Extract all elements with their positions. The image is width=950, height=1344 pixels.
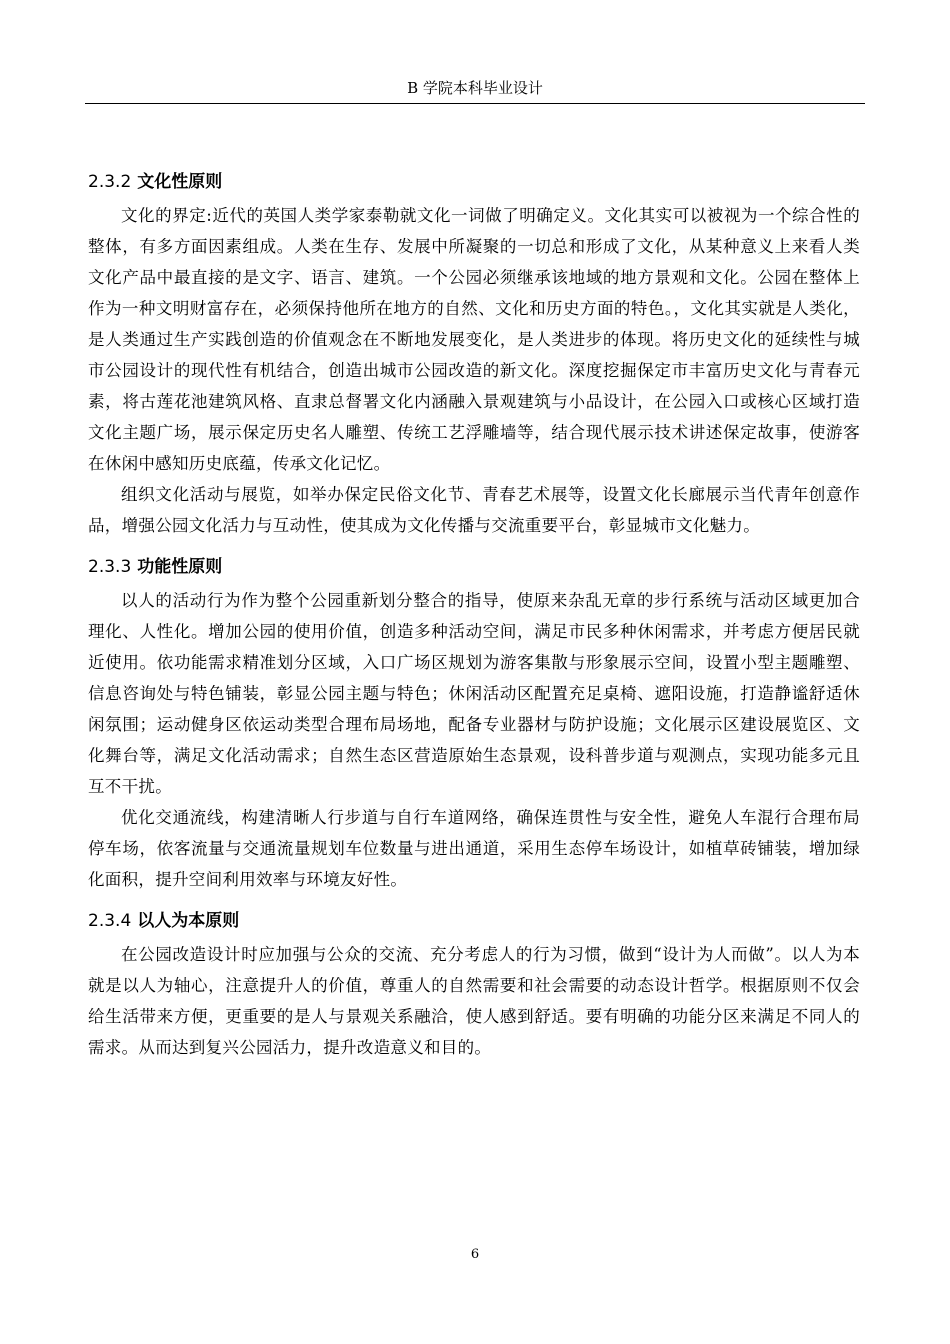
section-heading [88,551,860,585]
paragraph: 文化的界定:近代的英国人类学家泰勒就文化一词做了明确定义。文化其实可以被视为一个综合性的整体，有多方面因素组成。人类在生存、发展中所凝聚的一切总和形成了文化，从某种意义上来看人类文化产品中最直接的是文字、语言、建筑。一个公园必须继承该地域的地方景观和文化。公园在整体上作为一种文明财富存在，必须保持他所在地方的自然、文化和历史方面的特色。，文化其实就是人类化，是人类通过生产实践创造的价值观念在不断地发展变化，是人类进步的体现。将历史文化的延续性与城市公园设计的现代性有机结合，创造出城市公园改造的新文化。深度挖掘保定市丰富历史文化与青春元素，将古莲花池建筑风格、直隶总督署文化内涵融入景观建筑与小品设计，在公园入口或核心区域打造文化主题广场，展示保定历史名人雕塑、传统工艺浮雕墙等，结合现代展示技术讲述保定故事，使游客在休闲中感知历史底蕴，传承文化记忆。 [88,206,860,473]
section-heading [88,905,860,939]
section-title: 以人为本原则 [137,911,240,931]
document-body [88,166,860,1063]
section-title: 功能性原则 [137,557,223,577]
section-number: 2.3.4 [88,911,132,931]
section-2-3-2 [88,166,860,541]
page-header [85,79,865,104]
section-heading [88,166,860,200]
header-title: B 学院本科毕业设计 [407,79,543,97]
paragraph: 以人的活动行为作为整个公园重新划分整合的指导，使原来杂乱无章的步行系统与活动区域更加合理化、人性化。增加公园的使用价值，创造多种活动空间，满足市民多种休闲需求，并考虑方便居民就近使用。依功能需求精准划分区域，入口广场区规划为游客集散与形象展示空间，设置小型主题雕塑、信息咨询处与特色铺装，彰显公园主题与特色；休闲活动区配置充足桌椅、遮阳设施，打造静谧舒适休闲氛围；运动健身区依运动类型合理布局场地，配备专业器材与防护设施；文化展示区建设展览区、文化舞台等，满足文化活动需求；自然生态区营造原始生态景观，设科普步道与观测点，实现功能多元且互不干扰。 [88,591,860,796]
section-number: 2.3.3 [88,557,132,577]
section-2-3-3 [88,551,860,895]
paragraph: 优化交通流线，构建清晰人行步道与自行车道网络，确保连贯性与安全性，避免人车混行合理布局停车场，依客流量与交通流量规划车位数量与进出通道，采用生态停车场设计，如植草砖铺装，增加绿化面积，提升空间利用效率与环境友好性。 [88,808,860,889]
paragraph: 组织文化活动与展览，如举办保定民俗文化节、青春艺术展等，设置文化长廊展示当代青年创意作品，增强公园文化活力与互动性，使其成为文化传播与交流重要平台，彰显城市文化魅力。 [88,485,860,535]
section-number: 2.3.2 [88,172,132,192]
page-number: 6 [470,1247,480,1262]
section-title: 文化性原则 [137,172,223,192]
paragraph: 在公园改造设计时应加强与公众的交流、充分考虑人的行为习惯，做到“设计为人而做”。以人为本就是以人为轴心，注意提升人的价值，尊重人的自然需要和社会需要的动态设计哲学。根据原则不仅会给生活带来方便，更重要的是人与景观关系融洽，使人感到舒适。要有明确的功能分区来满足不同人的需求。从而达到复兴公园活力，提升改造意义和目的。 [88,945,860,1057]
section-2-3-4 [88,905,860,1063]
